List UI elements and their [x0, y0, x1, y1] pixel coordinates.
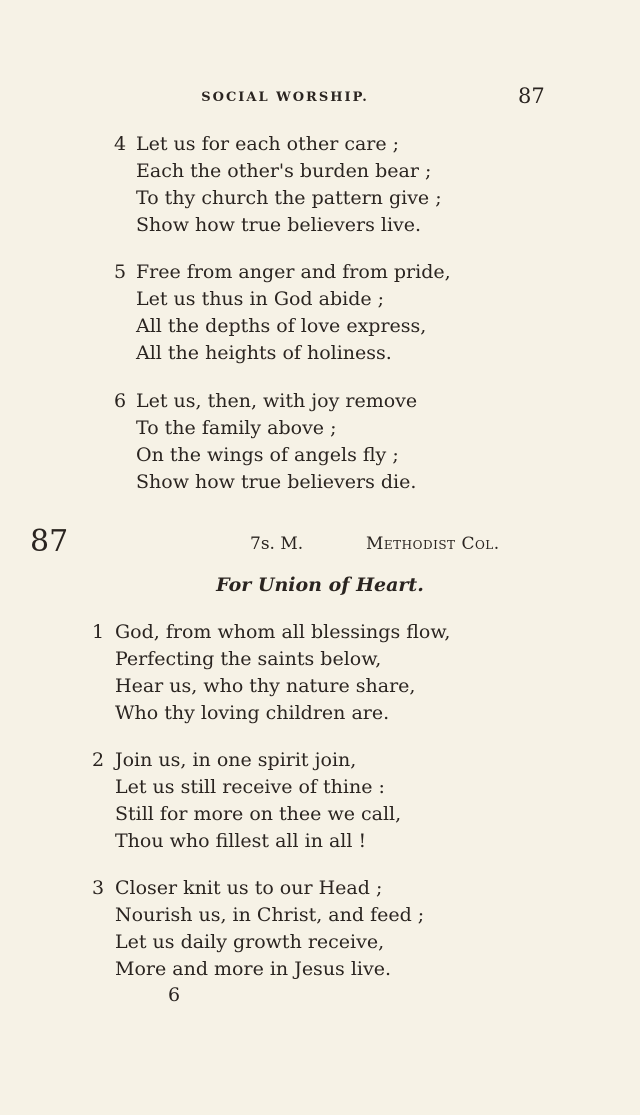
verse-line: Show how true believers die. [136, 471, 417, 493]
verse-line: Let us still receive of thine : [115, 776, 385, 798]
verse-line: On the wings of angels fly ; [136, 444, 399, 466]
verse-line: Join us, in one spirit join, [115, 749, 357, 771]
stanza-number: 4 [114, 133, 127, 155]
hymn-number: 87 [30, 524, 69, 559]
hymn-source: Methodist Col. [366, 534, 500, 554]
verse-line: Let us for each other care ; [136, 133, 400, 155]
stanza-number: 2 [92, 749, 105, 771]
verse-line: Hear us, who thy nature share, [115, 675, 416, 697]
verse-line: More and more in Jesus live. [115, 958, 392, 980]
verse-line: Still for more on thee we call, [115, 803, 402, 825]
stanza-number: 3 [92, 877, 105, 899]
hymn-meter: 7s. M. [250, 534, 304, 554]
verse-line: To the family above ; [136, 417, 337, 439]
page-number: 87 [518, 84, 545, 108]
stanza-number: 5 [114, 261, 127, 283]
verse-line: God, from whom all blessings flow, [115, 621, 451, 643]
verse-line: Each the other's burden bear ; [136, 160, 432, 182]
verse-line: All the heights of holiness. [136, 342, 392, 364]
verse-line: Closer knit us to our Head ; [115, 877, 383, 899]
verse-line: All the depths of love express, [136, 315, 427, 337]
verse-line: Nourish us, in Christ, and feed ; [115, 904, 425, 926]
stanza-number: 1 [92, 621, 105, 643]
verse-line: Show how true believers live. [136, 214, 422, 236]
verse-line: Perfecting the saints below, [115, 648, 382, 670]
verse-line: Let us daily growth receive, [115, 931, 385, 953]
stanza-number: 6 [114, 390, 127, 412]
verse-line: Let us, then, with joy remove [136, 390, 418, 412]
verse-line: Let us thus in God abide ; [136, 288, 385, 310]
verse-line: To thy church the pattern give ; [136, 187, 442, 209]
verse-line: Who thy loving children are. [115, 702, 390, 724]
verse-line: Free from anger and from pride, [136, 261, 451, 283]
verse-line: Thou who fillest all in all ! [115, 830, 367, 852]
running-header: SOCIAL WORSHIP. [201, 90, 369, 105]
signature-mark: 6 [168, 984, 181, 1006]
hymn-title: For Union of Heart. [216, 574, 424, 596]
